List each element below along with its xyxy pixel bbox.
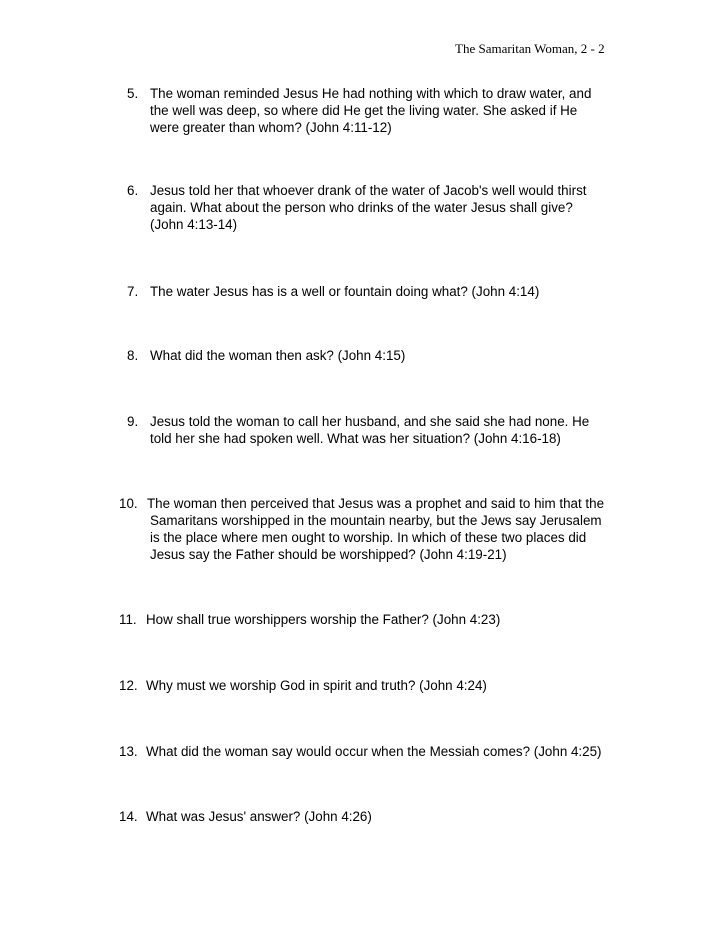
question-text-line: Why must we worship God in spirit and truth? (John 4:24) <box>146 678 487 693</box>
question-number: 5. <box>127 86 139 101</box>
question-9 <box>119 413 589 447</box>
question-11 <box>119 611 500 628</box>
question-text-line: is the place where men ought to worship. In which of these two places did <box>150 530 587 545</box>
question-number: 7. <box>127 284 139 299</box>
question-6 <box>119 182 586 233</box>
question-text-line: What did the woman say would occur when the Messiah comes? (John 4:25) <box>146 744 602 759</box>
question-number: 14. <box>119 809 138 824</box>
question-number: 8. <box>127 348 139 363</box>
question-text-line: Jesus told the woman to call her husband, and she said she had none. He <box>150 414 590 429</box>
question-text-line: (John 4:13-14) <box>150 217 238 232</box>
question-number: 12. <box>119 678 138 693</box>
question-text-line: Jesus told her that whoever drank of the water of Jacob's well would thirst <box>150 183 587 198</box>
question-text-line: The water Jesus has is a well or fountain doing what? (John 4:14) <box>150 284 540 299</box>
question-5 <box>119 85 591 136</box>
question-text-line: How shall true worshippers worship the Father? (John 4:23) <box>146 612 501 627</box>
question-14 <box>119 808 372 825</box>
question-13 <box>119 743 602 760</box>
question-text-line: What was Jesus' answer? (John 4:26) <box>146 809 372 824</box>
question-12 <box>119 677 487 694</box>
question-text-line: The woman reminded Jesus He had nothing with which to draw water, and <box>150 86 592 101</box>
page-header: The Samaritan Woman, 2 - 2 <box>455 41 605 56</box>
question-number: 13. <box>119 744 138 759</box>
question-number: 11. <box>119 612 137 627</box>
question-text-line: were greater than whom? (John 4:11-12) <box>150 120 392 135</box>
question-text-line: Jesus say the Father should be worshipped? (John 4:19-21) <box>150 547 507 562</box>
question-number: 9. <box>127 414 139 429</box>
question-text-line: told her she had spoken well. What was her situation? (John 4:16-18) <box>150 431 561 446</box>
question-number: 10. <box>119 496 138 511</box>
question-text-line: What did the woman then ask? (John 4:15) <box>150 348 406 363</box>
question-8 <box>119 347 405 364</box>
question-text-line: the well was deep, so where did He get the living water. She asked if He <box>150 103 578 118</box>
question-text-line: The woman then perceived that Jesus was a prophet and said to him that the <box>147 496 605 511</box>
question-7 <box>119 283 539 300</box>
question-number: 6. <box>127 183 139 198</box>
question-10 <box>119 495 604 563</box>
question-text-line: again. What about the person who drinks of the water Jesus shall give? <box>150 200 573 215</box>
question-text-line: Samaritans worshipped in the mountain nearby, but the Jews say Jerusalem <box>150 513 602 528</box>
